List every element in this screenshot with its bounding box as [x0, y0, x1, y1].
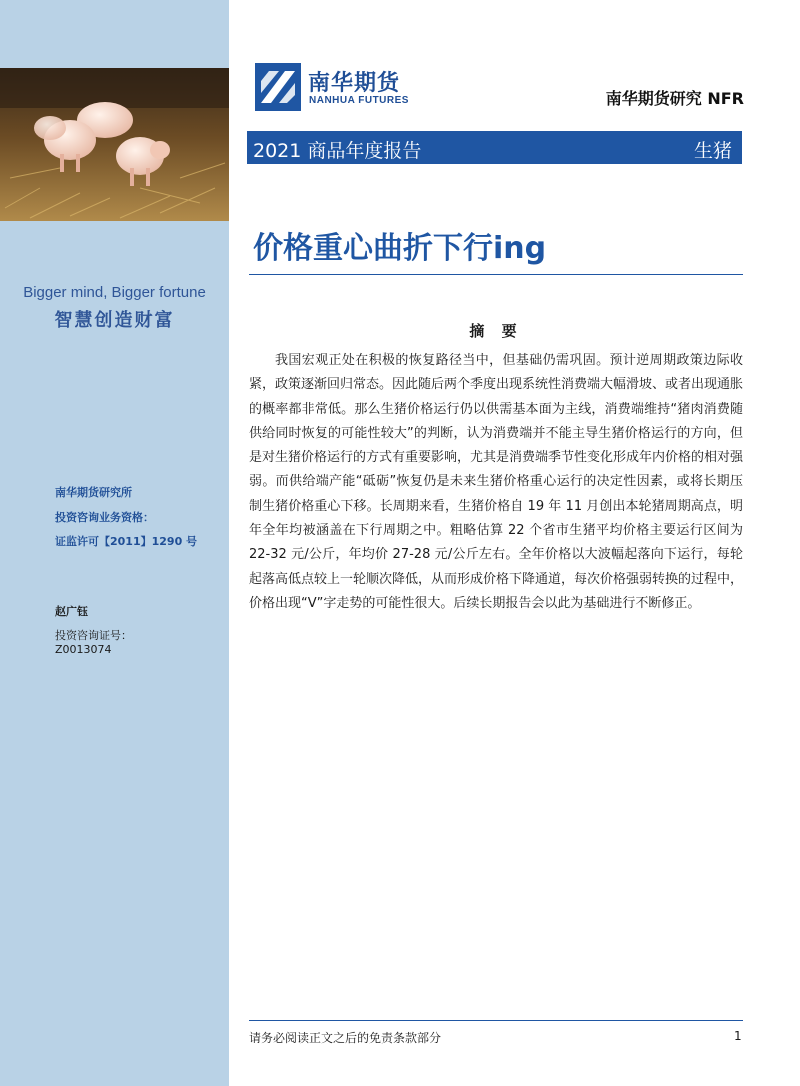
page-number: 1	[734, 1029, 742, 1043]
piglets-image	[0, 68, 229, 221]
slogan-english: Bigger mind, Bigger fortune	[23, 284, 206, 301]
analyst-name: 赵广钰	[55, 605, 88, 618]
cert-number: Z0013074	[55, 643, 112, 656]
license-number: 证监许可【2011】1290 号	[55, 535, 198, 548]
report-title: 价格重心曲折下行ing	[253, 231, 547, 266]
cert-label: 投资咨询证号：	[55, 629, 132, 642]
institute-name: 南华期货研究所	[55, 486, 132, 499]
logo-name-english: NANHUA FUTURES	[309, 95, 409, 106]
summary-body: 我国宏观正处在积极的恢复路径当中，但基础仍需巩固。预计逆周期政策边际收紧，政策逐渐回归常态。因此随后两个季度出现系统性消费端大幅滑坡、或者出现通胀的概率都非常低。那么生猪价格运行仍以供需基本面为主线，消费端维持“猪肉消费随供给同时恢复的可能性较大”的判断，认为消费端并不能主导生猪价格运行的方向，但是对生猪价格运行的方式有重要影响，尤其是消费端季节性变化形成年内价格的相对强弱。而供给端产能“砥砺”恢复仍是未来生猪价格重心运行的决定性因素，或将长期压制生猪价格重心下移。长周期来看，生猪价格自 19 年 11 月创出本轮猪周期高点，明年全年均被涵盖在下行周期之中。粗略估算 22 个省市生猪平均价格主要运行区间为 22-32 元/公斤，年均价 27-28 元/公斤左右。全年价格以大波幅起落向下运行，每轮起落高低点较上一轮顺次降低，从而形成价格下降通道，每次价格强弱转换的过程中，价格出现“V”字走势的可能性很大。后续长期报告会以此为基础进行不断修正。	[249, 353, 744, 611]
report-banner	[247, 131, 742, 164]
footer-disclaimer: 请务必阅读正文之后的免责条款部分	[249, 1031, 442, 1045]
banner-commodity: 生猪	[693, 140, 732, 162]
logo-name-chinese: 南华期货	[308, 71, 401, 96]
title-divider	[249, 274, 743, 275]
banner-report-type: 2021 商品年度报告	[253, 140, 422, 162]
summary-heading: 摘 要	[469, 322, 523, 340]
slogan-chinese: 智慧创造财富	[54, 310, 175, 331]
qualification-label: 投资咨询业务资格：	[55, 511, 154, 524]
nanhua-logo-icon	[255, 63, 301, 111]
piglets-photo	[0, 68, 229, 221]
header-research-label: 南华期货研究 NFR	[605, 89, 744, 108]
footer-divider	[249, 1020, 743, 1021]
